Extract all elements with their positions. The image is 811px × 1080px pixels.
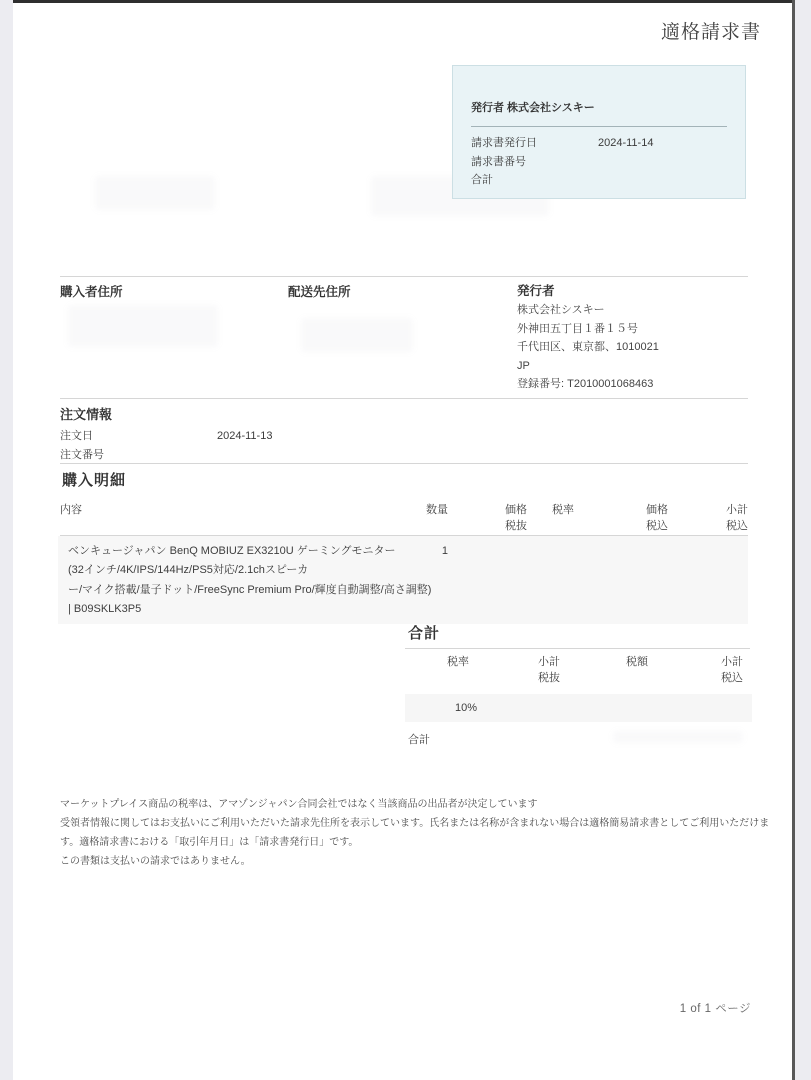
field-value	[598, 153, 727, 172]
totals-divider	[405, 648, 750, 649]
page-right-edge	[792, 0, 795, 1080]
shipping-address-heading: 配送先住所	[288, 285, 351, 299]
table-row	[60, 536, 748, 619]
column-header-price-ex-tax: 価格 税抜	[505, 504, 527, 532]
field-value: 2024-11-13	[217, 430, 273, 442]
invoice-summary-box	[452, 65, 746, 199]
totals-subtotal-inc-tax	[648, 694, 743, 722]
redacted-blob	[613, 731, 743, 743]
column-header-price-inc-tax: 価格 税込	[646, 504, 668, 532]
item-price-ex-tax	[448, 536, 527, 619]
issuer-country: JP	[517, 359, 530, 372]
footer-note: 受領者情報に関してはお支払いにご利用いただいた請求先住所を表示しています。氏名または名称が含まれない場合は適格簡易請求書としてご利用いただけます。適格請求書における「取引年月日」は「請求書発行日」です。	[60, 818, 770, 848]
column-header-subtotal-inc-tax: 小計 税込	[726, 504, 748, 532]
footer-note: この書類は支払いの請求ではありません。	[60, 856, 251, 867]
issuer-registration-number: 登録番号: T2010001068463	[517, 378, 654, 390]
column-header-tax-rate: 税率	[447, 656, 469, 668]
footer-notes	[60, 795, 776, 871]
summary-field-total	[471, 171, 727, 190]
column-header-subtotal-inc-tax: 小計 税込	[721, 656, 743, 684]
issuer-address-block	[517, 301, 659, 394]
item-price-inc-tax	[574, 536, 668, 619]
redacted-blob	[301, 318, 413, 352]
order-info-fields	[60, 427, 272, 464]
redacted-blob	[68, 305, 218, 347]
summary-issuer-line: 発行者 株式会社シスキー	[471, 102, 595, 114]
section-divider	[60, 463, 748, 464]
totals-row	[405, 694, 750, 722]
column-header-subtotal-ex-tax: 小計 税抜	[538, 656, 560, 684]
purchase-details-heading: 購入明細	[62, 472, 127, 489]
field-label: 請求書番号	[471, 155, 526, 168]
issuer-heading: 発行者	[517, 284, 555, 298]
buyer-address-heading: 購入者住所	[60, 285, 123, 299]
totals-heading: 合計	[408, 625, 441, 642]
summary-field-invoice-number	[471, 153, 727, 172]
field-label: 注文日	[60, 430, 93, 442]
order-number-row	[60, 446, 272, 465]
field-value: 2024-11-14	[598, 137, 654, 149]
totals-tax-rate: 10%	[455, 702, 478, 714]
issuer-city: 千代田区、東京都、1010021	[517, 341, 659, 353]
summary-divider	[471, 126, 727, 127]
item-quantity: 1	[441, 545, 448, 557]
grand-total-label: 合計	[408, 734, 430, 746]
issuer-name: 株式会社シスキー	[517, 304, 605, 316]
item-description: ベンキュージャパン BenQ MOBIUZ EX3210U ゲーミングモニター (32インチ/4K/IPS/144Hz/PS5対応/2.1chスピーカ ー/マイク搭載/量子ドット/FreeSync Premium Pro/輝度自動調整/高さ調整) | B09SKLK3P5	[68, 545, 432, 615]
column-header-quantity: 数量	[426, 504, 448, 516]
order-date-row	[60, 427, 272, 446]
item-subtotal-inc-tax	[668, 536, 748, 619]
totals-subtotal-ex-tax	[477, 694, 560, 722]
totals-tax-amount	[560, 694, 648, 722]
summary-field-issue-date	[471, 134, 727, 153]
column-header-tax-rate: 税率	[552, 504, 574, 516]
field-label: 合計	[471, 174, 493, 186]
order-info-heading: 注文情報	[60, 407, 113, 422]
footer-note: マーケットプレイス商品の税率は、アマゾンジャパン合同会社ではなく当該商品の出品者が決定しています	[60, 799, 538, 810]
page-title: 適格請求書	[660, 22, 761, 43]
invoice-page	[13, 0, 795, 1080]
item-tax-rate	[527, 536, 574, 619]
page-top-edge	[13, 0, 795, 3]
totals-table-header	[405, 654, 750, 686]
section-divider	[60, 398, 748, 399]
column-header-content: 内容	[60, 504, 82, 516]
column-header-tax-amount: 税額	[626, 656, 648, 668]
issuer-street: 外神田五丁目１番１５号	[517, 322, 638, 335]
field-label: 請求書発行日	[471, 137, 537, 149]
page-number-indicator: 1 of 1 ページ	[679, 1003, 751, 1015]
field-label: 注文番号	[60, 448, 104, 461]
field-value	[598, 171, 727, 190]
redacted-blob	[95, 176, 215, 210]
section-divider	[60, 276, 748, 277]
purchase-table-header	[60, 502, 748, 534]
